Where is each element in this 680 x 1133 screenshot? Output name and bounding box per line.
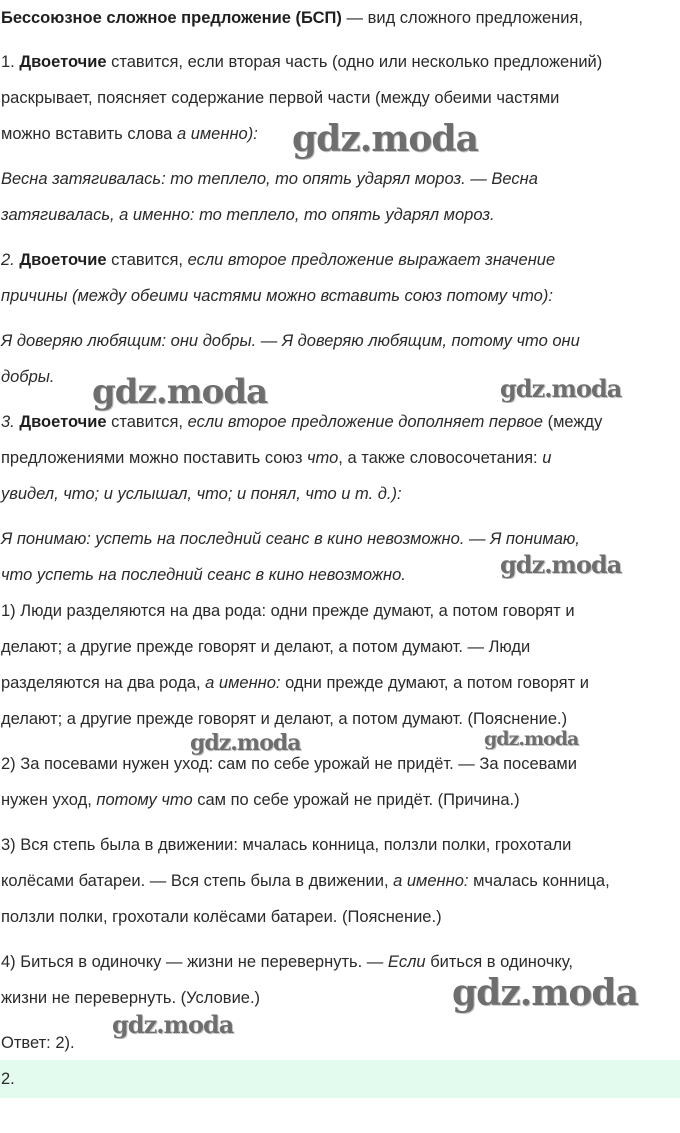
watermark-logo: gdz.moda bbox=[292, 118, 478, 160]
answer-bar-text: 2. bbox=[1, 1070, 15, 1088]
item1-line4: делают; а другие прежде говорят и делают, а потом думают. (Пояснение.) bbox=[1, 710, 568, 728]
item1-l3b: а именно: bbox=[205, 674, 281, 692]
watermark-logo: gdz.moda bbox=[500, 550, 622, 579]
rule1-line3 bbox=[1, 123, 258, 145]
rule3-l2-italic2: и bbox=[542, 449, 552, 467]
item2-line2 bbox=[1, 789, 520, 811]
rule2-plain: ставится, bbox=[106, 251, 188, 269]
rule3-l2-plain2: , а также словосочетания: bbox=[338, 449, 543, 467]
watermark-logo: gdz.moda bbox=[484, 728, 579, 750]
rule3-line3 bbox=[1, 483, 402, 505]
item2-l2c: сам по себе урожай не придёт. (Причина.) bbox=[192, 791, 520, 809]
item3-line3: ползли полки, грохотали колёсами батареи. (Пояснение.) bbox=[1, 908, 442, 926]
item1-line3 bbox=[1, 672, 589, 694]
item1-l3c: одни прежде думают, а потом говорят и bbox=[280, 674, 589, 692]
intro-rest: — вид сложного предложения, bbox=[341, 9, 584, 27]
rule3-italic: если второе предложение дополняет первое bbox=[187, 413, 543, 431]
rule1-example-1: Весна затягивалась: то теплело, то опять ударял мороз. — Весна bbox=[1, 170, 538, 188]
rule3-example-line1 bbox=[1, 528, 580, 550]
rule1-example-line2 bbox=[1, 204, 495, 226]
rule2-example-1: Я доверяю любящим: они добры. — Я доверяю любящим, потому что они bbox=[1, 332, 580, 350]
rule1-example-2b: а именно: bbox=[119, 206, 195, 224]
rule3-plain: ставится, bbox=[106, 413, 188, 431]
rule3-bold: Двоеточие bbox=[19, 413, 107, 431]
rule1-line1 bbox=[1, 51, 602, 73]
item2-line1: 2) За посевами нужен уход: сам по себе урожай не придёт. — За посевами bbox=[1, 755, 577, 773]
rule1-l3-plain: можно вставить слова bbox=[1, 125, 177, 143]
rule2-example-2: добры. bbox=[1, 368, 55, 386]
rule1-number: 1. bbox=[1, 53, 20, 71]
item1-l3a: разделяются на два рода, bbox=[1, 674, 206, 692]
item3-l2a: колёсами батареи. — Вся степь была в движении, bbox=[1, 872, 394, 890]
watermark-logo: gdz.moda bbox=[500, 374, 622, 403]
answer-text: Ответ: 2). bbox=[1, 1034, 75, 1052]
item4-l1b: Если bbox=[387, 953, 426, 971]
item1-line2: делают; а другие прежде говорят и делают, а потом думают. — Люди bbox=[1, 638, 531, 656]
rule2-number: 2. bbox=[1, 251, 20, 269]
rule3-line1 bbox=[1, 411, 602, 433]
rule2-bold: Двоеточие bbox=[19, 251, 107, 269]
rule3-example-1: Я понимаю: успеть на последний сеанс в кино невозможно. — Я понимаю, bbox=[1, 530, 580, 548]
item3-line2 bbox=[1, 870, 610, 892]
item3-l2b: а именно: bbox=[393, 872, 469, 890]
rule3-l3: увидел, что; и услышал, что; и понял, что и т. д.): bbox=[1, 485, 402, 503]
rule1-example-2c: то теплело, то опять ударял мороз. bbox=[194, 206, 495, 224]
item4-line1 bbox=[1, 951, 573, 973]
intro-term: Бессоюзное сложное предложение (БСП) bbox=[1, 9, 342, 27]
watermark-logo: gdz.moda bbox=[190, 730, 301, 756]
item4-l1c: биться в одиночку, bbox=[425, 953, 573, 971]
rule2-italic: если второе предложение выражает значение bbox=[187, 251, 556, 269]
rule3-tail: (между bbox=[542, 413, 603, 431]
watermark-logo: gdz.moda bbox=[112, 1010, 234, 1039]
item2-l2b: потому что bbox=[96, 791, 193, 809]
item1-line1: 1) Люди разделяются на два рода: одни прежде думают, а потом говорят и bbox=[1, 602, 575, 620]
rule3-example-line2 bbox=[1, 564, 406, 586]
rule3-l2-italic: что bbox=[307, 449, 339, 467]
rule1-l3-italic: а именно): bbox=[176, 125, 258, 143]
watermark-logo: gdz.moda bbox=[92, 372, 268, 412]
intro-line bbox=[1, 7, 583, 29]
rule3-line2 bbox=[1, 447, 551, 469]
item3-line1: 3) Вся степь была в движении: мчалась конница, ползли полки, грохотали bbox=[1, 836, 572, 854]
answer-bar[interactable] bbox=[0, 1060, 680, 1098]
item3-l2c: мчалась конница, bbox=[468, 872, 610, 890]
rule1-bold: Двоеточие bbox=[19, 53, 107, 71]
rule2-example-line1 bbox=[1, 330, 580, 352]
rule3-example-2: что успеть на последний сеанс в кино невозможно. bbox=[1, 566, 406, 584]
rule3-number: 3. bbox=[1, 413, 20, 431]
watermark-logo: gdz.moda bbox=[452, 972, 638, 1014]
rule2-line2 bbox=[1, 285, 553, 307]
rule2-example-line2 bbox=[1, 366, 54, 388]
item4-l1a: 4) Биться в одиночку — жизни не перевернуть. — bbox=[1, 953, 388, 971]
rule2-line1 bbox=[1, 249, 555, 271]
rule1-text: ставится, если вторая часть (одно или несколько предложений) bbox=[106, 53, 603, 71]
rule2-l2: причины (между обеими частями можно вставить союз потому что): bbox=[1, 287, 553, 305]
rule1-example-line1 bbox=[1, 168, 538, 190]
item2-l2a: нужен уход, bbox=[1, 791, 97, 809]
item4-line2: жизни не перевернуть. (Условие.) bbox=[1, 989, 261, 1007]
rule1-line2: раскрывает, поясняет содержание первой части (между обеими частями bbox=[1, 89, 560, 107]
rule3-l2-plain: предложениями можно поставить союз bbox=[1, 449, 307, 467]
rule1-example-2a: затягивалась, bbox=[1, 206, 120, 224]
